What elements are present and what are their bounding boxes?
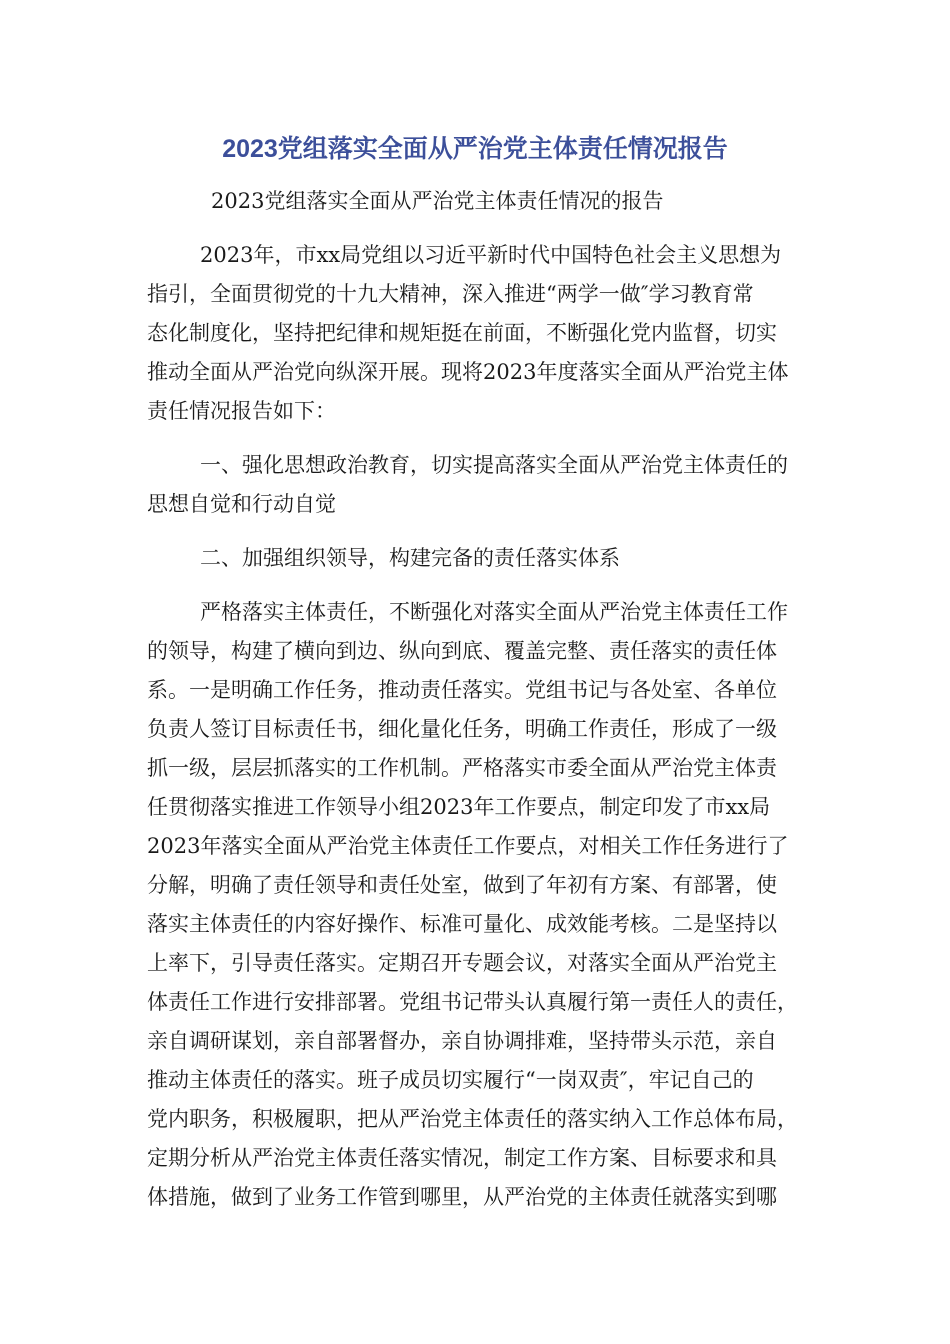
text-line: 分解，明确了责任领导和责任处室，做到了年初有方案、有部署，使	[147, 873, 777, 897]
text-line: 责任情况报告如下：	[147, 399, 336, 423]
text-line: 负责人签订目标责任书，细化量化任务，明确工作责任，形成了一级	[147, 717, 777, 741]
text-line: 体措施，做到了业务工作管到哪里，从严治党的主体责任就落实到哪	[147, 1185, 777, 1209]
text-line: 亲自调研谋划，亲自部署督办，亲自协调排难，坚持带头示范，亲自	[147, 1029, 777, 1053]
text-line: 体责任工作进行安排部署。党组书记带头认真履行第一责任人的责任，	[147, 990, 798, 1014]
text-line: 态化制度化，坚持把纪律和规矩挺在前面，不断强化党内监督，切实	[147, 321, 777, 345]
text-line: 一、强化思想政治教育，切实提高落实全面从严治党主体责任的	[200, 453, 788, 477]
text-line: 二、加强组织领导，构建完备的责任落实体系	[200, 546, 620, 570]
text-line: 推动全面从严治党向纵深开展。现将2023年度落实全面从严治党主体	[147, 360, 789, 384]
text-line: 党内职务，积极履职，把从严治党主体责任的落实纳入工作总体布局，	[147, 1107, 798, 1131]
text-line: 任贯彻落实推进工作领导小组2023年工作要点，制定印发了市xx局	[147, 795, 771, 819]
paragraph-intro	[147, 236, 807, 431]
document-title: 2023党组落实全面从严治党主体责任情况报告	[222, 135, 728, 163]
text-line: 上率下，引导责任落实。定期召开专题会议，对落实全面从严治党主	[147, 951, 777, 975]
paragraph-main	[147, 593, 807, 1217]
text-line: 系。一是明确工作任务，推动责任落实。党组书记与各处室、各单位	[147, 678, 777, 702]
text-line: 思想自觉和行动自觉	[147, 492, 336, 516]
text-line: 定期分析从严治党主体责任落实情况，制定工作方案、目标要求和具	[147, 1146, 777, 1170]
section-heading-2	[147, 539, 807, 578]
text-line: 抓一级，层层抓落实的工作机制。严格落实市委全面从严治党主体责	[147, 756, 777, 780]
text-line: 的领导，构建了横向到边、纵向到底、覆盖完整、责任落实的责任体	[147, 639, 777, 663]
text-line: 指引，全面贯彻党的十九大精神，深入推进“两学一做″学习教育常	[147, 282, 754, 306]
text-line: 2023年，市xx局党组以习近平新时代中国特色社会主义思想为	[200, 243, 782, 267]
text-line: 2023年落实全面从严治党主体责任工作要点，对相关工作任务进行了	[147, 834, 789, 858]
text-line: 严格落实主体责任，不断强化对落实全面从严治党主体责任工作	[200, 600, 788, 624]
text-line: 落实主体责任的内容好操作、标准可量化、成效能考核。二是坚持以	[147, 912, 777, 936]
section-heading-1	[147, 446, 807, 524]
document-subtitle: 2023党组落实全面从严治党主体责任情况的报告	[211, 189, 664, 213]
text-line: 推动主体责任的落实。班子成员切实履行“一岗双责″，牢记自己的	[147, 1068, 754, 1092]
